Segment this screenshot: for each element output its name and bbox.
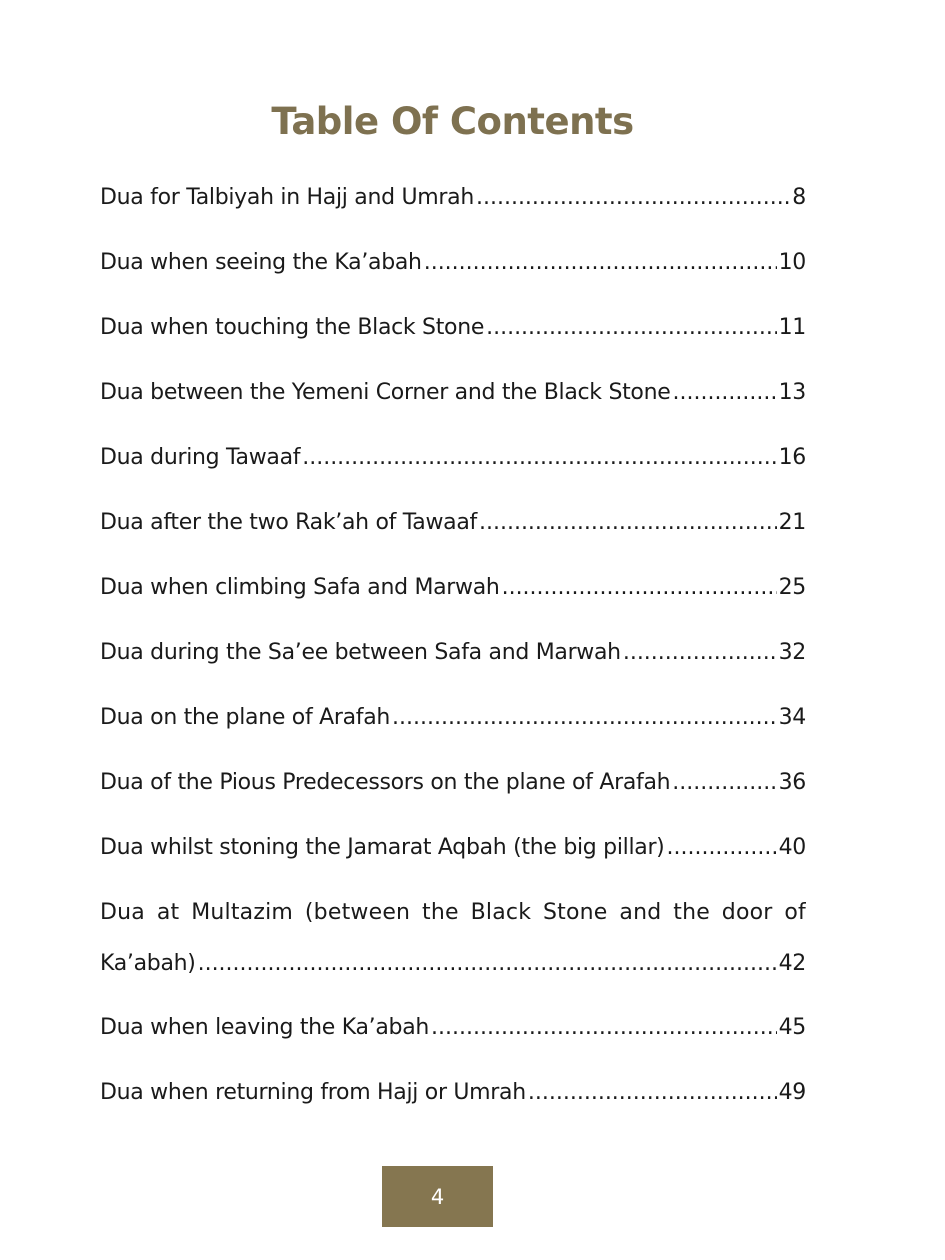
toc-entry-label: Dua during the Sa’ee between Safa and Marwah [100,640,621,665]
toc-entry-stoning-jamarat[interactable] [100,828,806,893]
toc-entry-label: Dua between the Yemeni Corner and the Black Stone [100,380,671,405]
dot-leader [198,944,777,984]
toc-entry-page: 16 [778,445,806,470]
toc-entry-label: Dua for Talbiyah in Hajj and Umrah [100,185,474,210]
dot-leader [623,633,777,673]
dot-leader [502,568,777,608]
toc-entry-label: Dua when touching the Black Stone [100,315,485,340]
dot-leader [486,308,777,348]
toc-entry-line2 [100,944,806,984]
toc-entry-page: 8 [792,185,806,210]
toc-entry-leaving-kaabah[interactable] [100,1008,806,1073]
toc-entry-page: 42 [778,951,806,976]
toc-entry-label: Dua after the two Rak’ah of Tawaaf [100,510,477,535]
table-of-contents [100,178,806,1138]
toc-entry-returning[interactable] [100,1073,806,1138]
toc-entry-label: Dua when returning from Hajj or Umrah [100,1080,526,1105]
dot-leader [302,438,776,478]
toc-entry-page: 10 [778,250,806,275]
toc-entry-label-line1: Dua at Multazim (between the Black Stone and the door of [100,900,806,925]
dot-leader [672,373,776,413]
dot-leader [528,1073,777,1113]
dot-leader [431,1008,777,1048]
toc-entry-label: Dua whilst stoning the Jamarat Aqbah (the big pillar) [100,835,665,860]
dot-leader [479,503,777,543]
dot-leader [666,828,776,868]
toc-entry-label: Dua on the plane of Arafah [100,705,391,730]
dot-leader [476,178,790,218]
toc-entry-label-line2: Ka’abah) [100,951,196,976]
toc-entry-page: 45 [778,1015,806,1040]
toc-entry-page: 21 [778,510,806,535]
toc-entry-label: Dua when leaving the Ka’abah [100,1015,430,1040]
toc-entry-label: Dua during Tawaaf [100,445,301,470]
toc-entry-talbiyah[interactable] [100,178,806,243]
dot-leader [392,698,777,738]
toc-entry-page: 11 [778,315,806,340]
toc-entry-after-rakah[interactable] [100,503,806,568]
toc-entry-during-tawaaf[interactable] [100,438,806,503]
toc-entry-page: 32 [778,640,806,665]
page-title: Table Of Contents [271,100,634,143]
dot-leader [672,763,776,803]
toc-entry-label: Dua when climbing Safa and Marwah [100,575,500,600]
toc-entry-page: 34 [778,705,806,730]
toc-entry-seeing-kaabah[interactable] [100,243,806,308]
toc-entry-during-saee[interactable] [100,633,806,698]
page-number: 4 [382,1166,493,1227]
toc-entry-page: 36 [778,770,806,795]
toc-entry-yemeni-corner[interactable] [100,373,806,438]
toc-entry-page: 13 [778,380,806,405]
toc-entry-plane-of-arafah[interactable] [100,698,806,763]
toc-entry-page: 49 [778,1080,806,1105]
toc-entry-climbing-safa-marwah[interactable] [100,568,806,633]
toc-entry-pious-predecessors[interactable] [100,763,806,828]
toc-entry-label: Dua when seeing the Ka’abah [100,250,422,275]
dot-leader [424,243,777,283]
toc-entry-multazim[interactable] [100,893,806,1008]
toc-entry-touching-black-stone[interactable] [100,308,806,373]
toc-entry-label: Dua of the Pious Predecessors on the plane of Arafah [100,770,671,795]
toc-entry-page: 25 [778,575,806,600]
toc-entry-page: 40 [778,835,806,860]
